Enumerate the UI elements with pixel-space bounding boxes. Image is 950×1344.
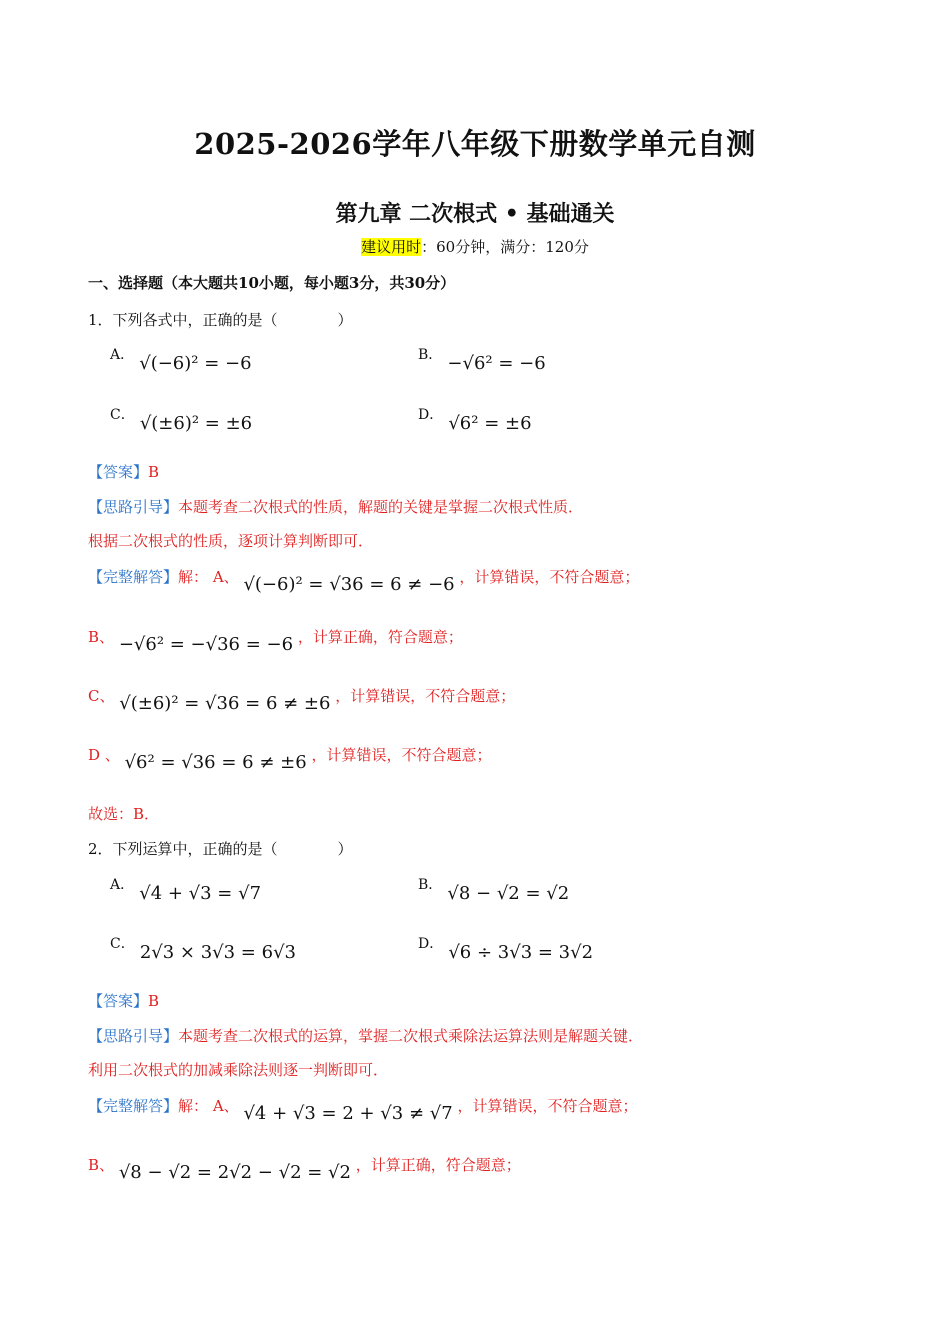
step-expr: √6² = √36 = 6 ≠ ±6: [124, 752, 307, 773]
solution-prefix: 解：: [178, 568, 209, 586]
step-comment: ，计算错误，不符合题意；: [335, 687, 516, 705]
q1-option-d[interactable]: [418, 403, 532, 434]
option-label: B．: [418, 347, 443, 363]
q2-hint: [88, 1025, 643, 1046]
step-comment: ，计算正确，符合题意；: [355, 1156, 521, 1174]
step-label: D 、: [88, 746, 120, 764]
q2-solution-b: [88, 1154, 521, 1183]
time-info: [0, 236, 950, 257]
q1-option-c[interactable]: [110, 403, 253, 434]
step-expr: −√6² = −√36 = −6: [118, 634, 294, 655]
step-expr: √(±6)² = √36 = 6 ≠ ±6: [119, 693, 331, 714]
step-comment: ，计算错误，不符合题意；: [311, 746, 492, 764]
step-comment: ，计算错误，不符合题意；: [457, 1097, 638, 1115]
hint-text: 本题考查二次根式的性质，解题的关键是掌握二次根式性质．: [178, 498, 584, 516]
step-expr: √(−6)² = √36 = 6 ≠ −6: [243, 574, 455, 595]
chapter-subtitle: 第九章 二次根式 • 基础通关: [335, 201, 615, 227]
step-label: A、: [212, 1097, 239, 1115]
solution-prefix: 解：: [178, 1097, 209, 1115]
step-expr: √8 − √2 = 2√2 − √2 = √2: [118, 1162, 351, 1183]
q2-option-d[interactable]: [418, 932, 594, 963]
option-expr: √4 + √3 = √7: [139, 883, 262, 904]
option-label: D．: [418, 407, 444, 423]
option-label: A．: [110, 347, 135, 363]
section-heading: 一、选择题（本大题共10小题，每小题3分，共30分）: [88, 274, 456, 292]
q1-solution-a: [88, 566, 640, 595]
document-title: 2025-2026学年八年级下册数学单元自测: [194, 127, 756, 161]
question-2-stem: 2．下列运算中，正确的是（ ）: [88, 840, 353, 858]
option-expr: √(−6)² = −6: [139, 353, 252, 374]
step-label: B、: [88, 628, 115, 646]
option-expr: √(±6)² = ±6: [139, 413, 253, 434]
option-expr: √8 − √2 = √2: [447, 883, 570, 904]
q2-hint-2: 利用二次根式的加减乘除法则逐一判断即可．: [88, 1061, 389, 1079]
solution-tag: 【完整解答】: [88, 568, 179, 586]
step-expr: √4 + √3 = 2 + √3 ≠ √7: [243, 1103, 453, 1124]
time-text: ：60分钟，满分：120分: [421, 238, 589, 256]
hint-text: 本题考查二次根式的运算，掌握二次根式乘除法运算法则是解题关键．: [178, 1027, 644, 1045]
solution-tag: 【完整解答】: [88, 1097, 179, 1115]
q1-solution-d: [88, 744, 492, 773]
answer-value: B: [148, 992, 160, 1010]
q2-option-b[interactable]: [418, 873, 570, 904]
hint-tag: 【思路引导】: [88, 1027, 179, 1045]
answer-tag: 【答案】: [88, 992, 149, 1010]
answer-value: B: [148, 463, 160, 481]
step-label: C、: [88, 687, 115, 705]
q1-option-a[interactable]: [110, 343, 252, 374]
option-expr: 2√3 × 3√3 = 6√3: [139, 942, 296, 963]
q1-hint-2: 根据二次根式的性质，逐项计算判断即可．: [88, 532, 374, 550]
hint-tag: 【思路引导】: [88, 498, 179, 516]
option-label: C．: [110, 936, 135, 952]
q1-option-b[interactable]: [418, 343, 546, 374]
option-label: B．: [418, 877, 443, 893]
step-label: B、: [88, 1156, 115, 1174]
option-expr: √6² = ±6: [448, 413, 532, 434]
time-label: 建议用时: [361, 238, 422, 256]
option-label: C．: [110, 407, 135, 423]
q1-solution-b: [88, 626, 463, 655]
answer-tag: 【答案】: [88, 463, 149, 481]
q1-conclusion: 故选：B．: [88, 805, 160, 823]
step-label: A、: [212, 568, 239, 586]
q1-solution-c: [88, 685, 516, 714]
q2-answer: [88, 990, 159, 1011]
option-expr: √6 ÷ 3√3 = 3√2: [448, 942, 594, 963]
step-comment: ，计算正确，符合题意；: [297, 628, 463, 646]
q1-answer: [88, 461, 159, 482]
question-1-stem: 1．下列各式中，正确的是（ ）: [88, 311, 353, 329]
q2-solution-a: [88, 1095, 638, 1124]
step-comment: ，计算错误，不符合题意；: [459, 568, 640, 586]
option-label: A．: [110, 877, 135, 893]
q2-option-a[interactable]: [110, 873, 262, 904]
q2-option-c[interactable]: [110, 932, 296, 963]
q1-hint: [88, 496, 583, 517]
option-label: D．: [418, 936, 444, 952]
option-expr: −√6² = −6: [447, 353, 546, 374]
